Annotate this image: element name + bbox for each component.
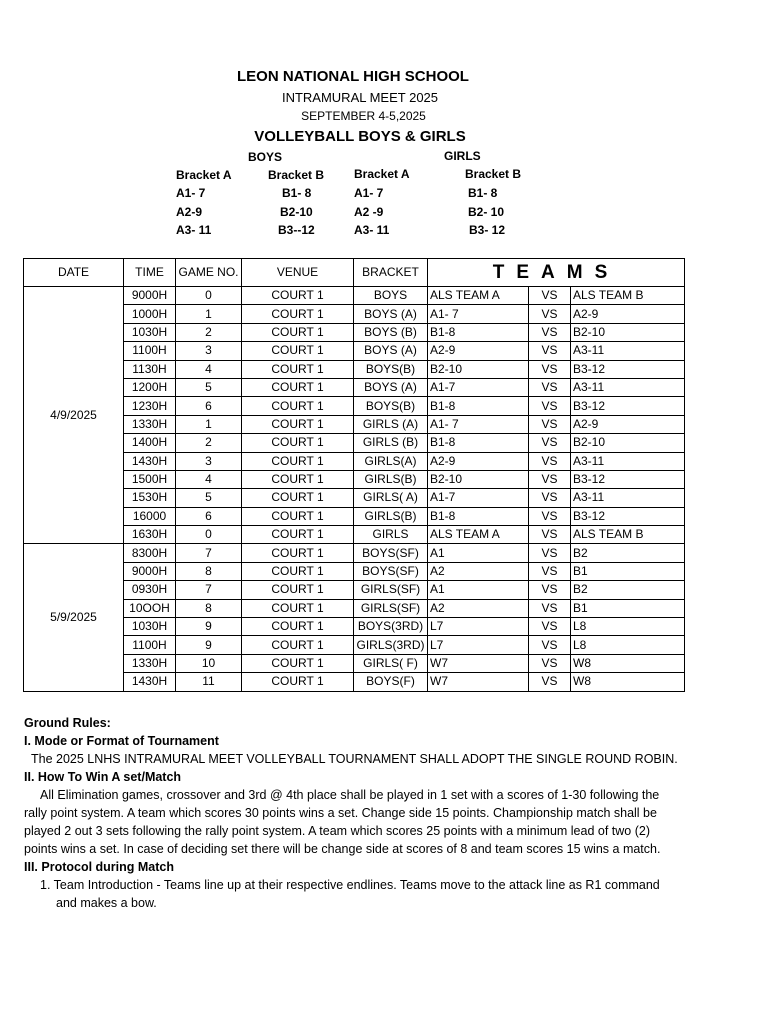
time-cell: 1500H [124, 470, 176, 488]
table-row [24, 287, 685, 305]
venue-cell: COURT 1 [242, 599, 354, 617]
venue-cell: COURT 1 [242, 378, 354, 396]
header-bracket: BRACKET [354, 259, 428, 287]
meet-title: INTRAMURAL MEET 2025 [281, 90, 439, 105]
girls-bracket-b-row: B1- 8 [468, 186, 498, 200]
team-b-cell: L8 [571, 618, 685, 636]
venue-cell: COURT 1 [242, 636, 354, 654]
boys-bracket-b-row: B2-10 [280, 205, 313, 219]
vs-cell: VS [529, 526, 571, 544]
bracket-cell: GIRLS(A) [354, 452, 428, 470]
boys-label: BOYS [248, 150, 283, 164]
team-b-cell: A3-11 [571, 378, 685, 396]
team-a-cell: A1- 7 [428, 415, 529, 433]
venue-cell: COURT 1 [242, 544, 354, 562]
team-b-cell: W8 [571, 673, 685, 691]
game-no-cell: 2 [176, 323, 242, 341]
team-b-cell: B2 [571, 544, 685, 562]
table-row [24, 599, 685, 617]
bracket-cell: GIRLS(SF) [354, 581, 428, 599]
team-a-cell: B1-8 [428, 507, 529, 525]
team-a-cell: A1-7 [428, 378, 529, 396]
boys-bracket-b-title: Bracket B [268, 168, 325, 182]
bracket-cell: GIRLS(3RD) [354, 636, 428, 654]
rules-section-3-title: III. Protocol during Match [24, 860, 174, 874]
venue-cell: COURT 1 [242, 507, 354, 525]
team-b-cell: A3-11 [571, 452, 685, 470]
table-row [24, 397, 685, 415]
time-cell: 1130H [124, 360, 176, 378]
table-row [24, 526, 685, 544]
team-b-cell: B2 [571, 581, 685, 599]
venue-cell: COURT 1 [242, 470, 354, 488]
vs-cell: VS [529, 636, 571, 654]
team-a-cell: B1-8 [428, 323, 529, 341]
bracket-cell: BOYS [354, 287, 428, 305]
time-cell: 0930H [124, 581, 176, 599]
venue-cell: COURT 1 [242, 562, 354, 580]
game-no-cell: 0 [176, 526, 242, 544]
team-b-cell: B3-12 [571, 470, 685, 488]
table-row [24, 654, 685, 672]
vs-cell: VS [529, 323, 571, 341]
table-row [24, 507, 685, 525]
team-b-cell: ALS TEAM B [571, 287, 685, 305]
venue-cell: COURT 1 [242, 397, 354, 415]
header-game-no: GAME NO. [176, 259, 242, 287]
boys-bracket-b-row: B3--12 [278, 223, 315, 237]
team-a-cell: A2-9 [428, 342, 529, 360]
table-row [24, 636, 685, 654]
vs-cell: VS [529, 397, 571, 415]
table-row [24, 360, 685, 378]
venue-cell: COURT 1 [242, 452, 354, 470]
header-time: TIME [124, 259, 176, 287]
bracket-cell: BOYS (B) [354, 323, 428, 341]
table-row [24, 378, 685, 396]
table-row [24, 562, 685, 580]
team-a-cell: ALS TEAM A [428, 287, 529, 305]
header-date: DATE [24, 259, 124, 287]
table-row [24, 489, 685, 507]
date-cell: 4/9/2025 [24, 287, 124, 544]
game-no-cell: 6 [176, 397, 242, 415]
team-b-cell: B3-12 [571, 360, 685, 378]
team-a-cell: B2-10 [428, 470, 529, 488]
team-b-cell: A2-9 [571, 305, 685, 323]
game-no-cell: 9 [176, 636, 242, 654]
time-cell: 1630H [124, 526, 176, 544]
team-a-cell: A1 [428, 581, 529, 599]
vs-cell: VS [529, 673, 571, 691]
game-no-cell: 3 [176, 452, 242, 470]
vs-cell: VS [529, 342, 571, 360]
time-cell: 1200H [124, 378, 176, 396]
rules-section-2-text: All Elimination games, crossover and 3rd @ 4th place shall be played in 1 set with a scores of 1-30 following the rally point system. A team which scores 30 points wins a set. Change side 15 points. Championship match shall be played 2 out 3 sets following the rally point system. A team which scores 25 points with a minimum lead of two (2) points wins a set. In case of deciding set there will be change side at scores of 8 and team scores 15 wins a match. [24, 788, 661, 856]
boys-bracket-b-row: B1- 8 [282, 186, 312, 200]
time-cell: 1530H [124, 489, 176, 507]
team-a-cell: ALS TEAM A [428, 526, 529, 544]
vs-cell: VS [529, 470, 571, 488]
girls-bracket-a-row: A2 -9 [354, 205, 384, 219]
team-b-cell: B2-10 [571, 323, 685, 341]
team-a-cell: A2-9 [428, 452, 529, 470]
boys-bracket-a-row: A2-9 [176, 205, 203, 219]
team-b-cell: A2-9 [571, 415, 685, 433]
school-title: LEON NATIONAL HIGH SCHOOL [237, 68, 469, 85]
rules-section-3-item-1: 1. Team Introduction - Teams line up at their respective endlines. Teams move to the attack line as R1 command and makes a bow. [40, 878, 660, 910]
team-a-cell: A1 [428, 544, 529, 562]
table-row [24, 305, 685, 323]
bracket-cell: GIRLS (B) [354, 434, 428, 452]
team-a-cell: B2-10 [428, 360, 529, 378]
venue-cell: COURT 1 [242, 618, 354, 636]
vs-cell: VS [529, 599, 571, 617]
team-b-cell: L8 [571, 636, 685, 654]
girls-bracket-b-row: B3- 12 [469, 223, 506, 237]
time-cell: 1000H [124, 305, 176, 323]
bracket-cell: BOYS(SF) [354, 544, 428, 562]
venue-cell: COURT 1 [242, 305, 354, 323]
bracket-cell: GIRLS( A) [354, 489, 428, 507]
table-row [24, 673, 685, 691]
girls-bracket-a-row: A1- 7 [354, 186, 384, 200]
schedule-body [24, 287, 685, 692]
time-cell: 1430H [124, 673, 176, 691]
time-cell: 1030H [124, 618, 176, 636]
team-a-cell: W7 [428, 673, 529, 691]
game-no-cell: 11 [176, 673, 242, 691]
vs-cell: VS [529, 507, 571, 525]
boys-bracket-a-title: Bracket A [176, 168, 232, 182]
table-row [24, 452, 685, 470]
bracket-cell: BOYS (A) [354, 305, 428, 323]
time-cell: 1100H [124, 342, 176, 360]
girls-bracket-a-row: A3- 11 [354, 223, 390, 237]
venue-cell: COURT 1 [242, 434, 354, 452]
venue-cell: COURT 1 [242, 581, 354, 599]
venue-cell: COURT 1 [242, 342, 354, 360]
bracket-cell: GIRLS(B) [354, 507, 428, 525]
boys-bracket-a-row: A3- 11 [176, 223, 212, 237]
table-row [24, 415, 685, 433]
bracket-cell: BOYS(3RD) [354, 618, 428, 636]
team-b-cell: A3-11 [571, 342, 685, 360]
vs-cell: VS [529, 562, 571, 580]
game-no-cell: 4 [176, 470, 242, 488]
venue-cell: COURT 1 [242, 489, 354, 507]
game-no-cell: 8 [176, 599, 242, 617]
vs-cell: VS [529, 415, 571, 433]
vs-cell: VS [529, 618, 571, 636]
vs-cell: VS [529, 489, 571, 507]
team-b-cell: W8 [571, 654, 685, 672]
game-no-cell: 10 [176, 654, 242, 672]
ground-rules [24, 714, 724, 912]
venue-cell: COURT 1 [242, 526, 354, 544]
game-no-cell: 8 [176, 562, 242, 580]
time-cell: 9000H [124, 287, 176, 305]
table-row [24, 323, 685, 341]
team-b-cell: A3-11 [571, 489, 685, 507]
vs-cell: VS [529, 360, 571, 378]
vs-cell: VS [529, 544, 571, 562]
team-a-cell: L7 [428, 636, 529, 654]
team-b-cell: ALS TEAM B [571, 526, 685, 544]
team-a-cell: A2 [428, 599, 529, 617]
game-no-cell: 7 [176, 581, 242, 599]
game-no-cell: 0 [176, 287, 242, 305]
time-cell: 8300H [124, 544, 176, 562]
game-no-cell: 5 [176, 378, 242, 396]
bracket-cell: BOYS (A) [354, 342, 428, 360]
time-cell: 1330H [124, 654, 176, 672]
team-a-cell: B1-8 [428, 397, 529, 415]
game-no-cell: 6 [176, 507, 242, 525]
team-b-cell: B1 [571, 599, 685, 617]
game-no-cell: 4 [176, 360, 242, 378]
schedule-table [23, 258, 685, 692]
team-b-cell: B1 [571, 562, 685, 580]
rules-title: Ground Rules: [24, 716, 111, 730]
team-b-cell: B3-12 [571, 397, 685, 415]
venue-cell: COURT 1 [242, 654, 354, 672]
rules-section-2-title: II. How To Win A set/Match [24, 770, 182, 784]
bracket-cell: BOYS(B) [354, 360, 428, 378]
date-cell: 5/9/2025 [24, 544, 124, 691]
venue-cell: COURT 1 [242, 415, 354, 433]
team-a-cell: A1- 7 [428, 305, 529, 323]
team-a-cell: W7 [428, 654, 529, 672]
team-a-cell: A1-7 [428, 489, 529, 507]
table-row [24, 342, 685, 360]
time-cell: 1030H [124, 323, 176, 341]
time-cell: 10OOH [124, 599, 176, 617]
table-row [24, 581, 685, 599]
game-no-cell: 1 [176, 415, 242, 433]
venue-cell: COURT 1 [242, 673, 354, 691]
time-cell: 1230H [124, 397, 176, 415]
time-cell: 1100H [124, 636, 176, 654]
time-cell: 16000 [124, 507, 176, 525]
header-teams: TEAMS [428, 259, 685, 287]
vs-cell: VS [529, 378, 571, 396]
time-cell: 1330H [124, 415, 176, 433]
girls-label: GIRLS [444, 149, 481, 163]
boys-bracket-a-row: A1- 7 [176, 186, 206, 200]
girls-bracket-a-title: Bracket A [354, 167, 410, 181]
team-a-cell: A2 [428, 562, 529, 580]
event-title: VOLLEYBALL BOYS & GIRLS [254, 128, 466, 145]
team-b-cell: B2-10 [571, 434, 685, 452]
bracket-cell: GIRLS(SF) [354, 599, 428, 617]
game-no-cell: 2 [176, 434, 242, 452]
table-row [24, 618, 685, 636]
vs-cell: VS [529, 654, 571, 672]
team-a-cell: B1-8 [428, 434, 529, 452]
game-no-cell: 7 [176, 544, 242, 562]
rules-section-1-text: The 2025 LNHS INTRAMURAL MEET VOLLEYBALL TOURNAMENT SHALL ADOPT THE SINGLE ROUND ROBIN. [31, 752, 678, 766]
bracket-cell: BOYS(SF) [354, 562, 428, 580]
girls-bracket-b-row: B2- 10 [468, 205, 505, 219]
table-row [24, 544, 685, 562]
vs-cell: VS [529, 305, 571, 323]
game-no-cell: 5 [176, 489, 242, 507]
bracket-cell: BOYS(F) [354, 673, 428, 691]
bracket-cell: GIRLS(B) [354, 470, 428, 488]
time-cell: 1430H [124, 452, 176, 470]
venue-cell: COURT 1 [242, 360, 354, 378]
game-no-cell: 9 [176, 618, 242, 636]
game-no-cell: 1 [176, 305, 242, 323]
bracket-cell: BOYS(B) [354, 397, 428, 415]
meet-dates: SEPTEMBER 4-5,2025 [301, 109, 426, 123]
vs-cell: VS [529, 452, 571, 470]
vs-cell: VS [529, 434, 571, 452]
team-a-cell: L7 [428, 618, 529, 636]
time-cell: 9000H [124, 562, 176, 580]
table-header-row [24, 259, 685, 287]
bracket-cell: GIRLS( F) [354, 654, 428, 672]
venue-cell: COURT 1 [242, 287, 354, 305]
girls-bracket-b-title: Bracket B [465, 167, 522, 181]
vs-cell: VS [529, 581, 571, 599]
bracket-cell: GIRLS [354, 526, 428, 544]
bracket-cell: GIRLS (A) [354, 415, 428, 433]
rules-section-1-title: I. Mode or Format of Tournament [24, 734, 219, 748]
game-no-cell: 3 [176, 342, 242, 360]
header-venue: VENUE [242, 259, 354, 287]
vs-cell: VS [529, 287, 571, 305]
table-row [24, 470, 685, 488]
time-cell: 1400H [124, 434, 176, 452]
bracket-cell: BOYS (A) [354, 378, 428, 396]
table-row [24, 434, 685, 452]
venue-cell: COURT 1 [242, 323, 354, 341]
team-b-cell: B3-12 [571, 507, 685, 525]
